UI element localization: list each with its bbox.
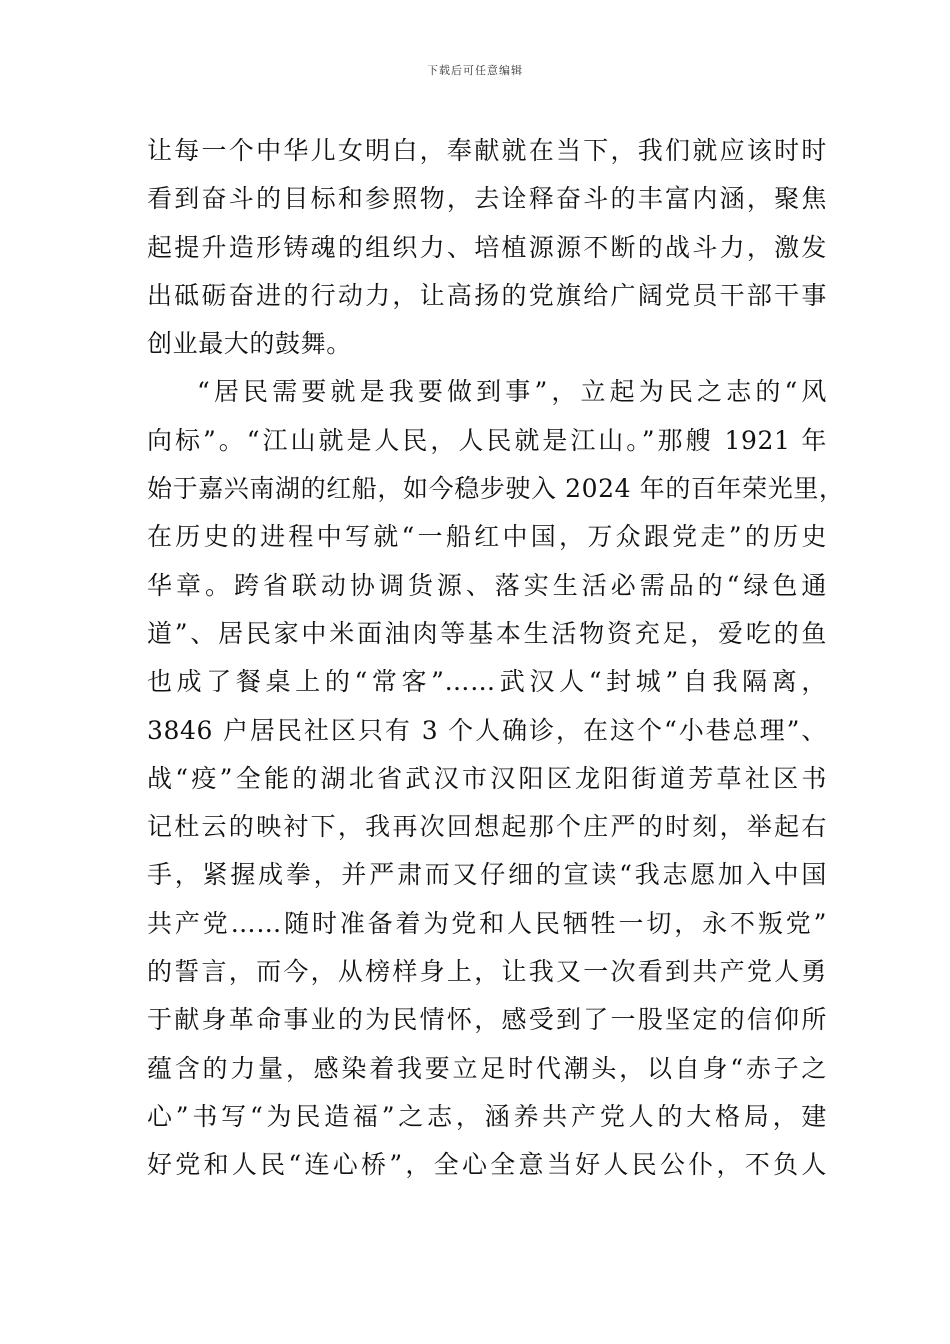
text-line: 共产党……随时准备着为党和人民牺牲一切，永不叛党” [147,908,827,938]
text-line: 蕴含的力量，感染着我要立足时代潮头，以自身“赤子之 [147,1053,827,1083]
text-line: 好党和人民“连心桥”，全心全意当好人民公仆，不负人 [147,1150,827,1180]
page-header-note: 下载后可任意编辑 [427,64,523,77]
text-line: 于献身革命事业的为民情怀，感受到了一股坚定的信仰所 [147,1005,827,1035]
text-line: 心”书写“为民造福”之志，涵养共产党人的大格局，建 [147,1101,827,1131]
text-line: 3846 户居民社区只有 3 个人确诊，在这个“小巷总理”、 [147,715,827,745]
text-line: 起提升造形铸魂的组织力、培植源源不断的战斗力，激发 [147,232,827,262]
text-line: 手，紧握成拳，并严肃而又仔细的宣读“我志愿加入中国 [147,860,827,890]
body-text [147,127,845,1190]
text-line: 始于嘉兴南湖的红船，如今稳步驶入 2024 年的百年荣光里， [147,474,845,504]
text-line: 也成了餐桌上的“常客”……武汉人“封城”自我隔离， [147,667,827,697]
text-line: 记杜云的映衬下，我再次回想起那个庄严的时刻，举起右 [147,812,827,842]
text-line: 的誓言，而今，从榜样身上，让我又一次看到共产党人勇 [147,957,827,987]
text-line: 出砥砺奋进的行动力，让高扬的党旗给广阔党员干部干事 [147,280,827,310]
text-line: 创业最大的鼓舞。 [147,329,352,359]
text-line: 道”、居民家中米面油肉等基本生活物资充足，爱吃的鱼 [147,618,827,648]
text-line: 看到奋斗的目标和参照物，去诠释奋斗的丰富内涵，聚焦 [147,184,827,214]
text-line: 让每一个中华儿女明白，奉献就在当下，我们就应该时时 [147,136,827,165]
text-line: 向标”。“江山就是人民，人民就是江山。”那艘 1921 年 [147,425,827,455]
text-line: 战“疫”全能的湖北省武汉市汉阳区龙阳街道芳草社区书 [147,763,827,793]
text-line: “居民需要就是我要做到事”，立起为民之志的“风 [197,377,827,407]
paragraph-1 [147,127,827,368]
paragraph-2 [147,368,845,1189]
text-line: 华章。跨省联动协调货源、落实生活必需品的“绿色通 [147,570,827,600]
text-line: 在历史的进程中写就“一船红中国，万众跟党走”的历史 [147,522,827,552]
